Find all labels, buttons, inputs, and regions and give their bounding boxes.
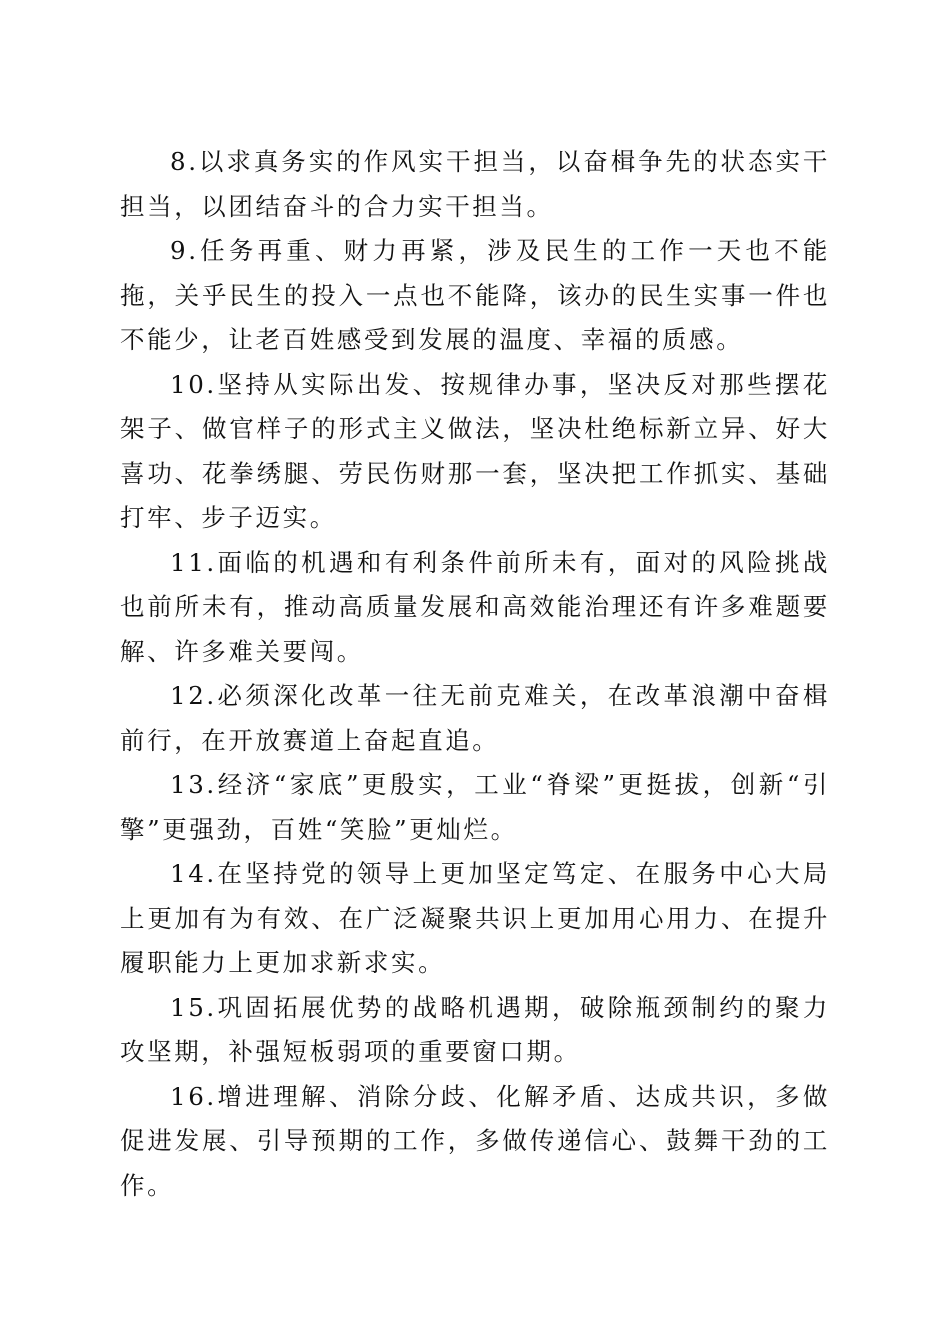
paragraph-16: 16.增进理解、消除分歧、化解矛盾、达成共识，多做促进发展、引导预期的工作，多做传递信心、鼓舞干劲的工作。 — [120, 1081, 830, 1200]
paragraph-13: 13.经济“家底”更殷实，工业“脊梁”更挺拔，创新“引擎”更强劲，百姓“笑脸”更灿烂。 — [120, 770, 830, 844]
paragraph-8: 8.以求真务实的作风实干担当，以奋楫争先的状态实干担当，以团结奋斗的合力实干担当。 — [120, 147, 830, 221]
paragraph-14: 14.在坚持党的领导上更加坚定笃定、在服务中心大局上更加有为有效、在广泛凝聚共识上更加用心用力、在提升履职能力上更加求新求实。 — [120, 859, 830, 977]
paragraph-15: 15.巩固拓展优势的战略机遇期，破除瓶颈制约的聚力攻坚期，补强短板弱项的重要窗口期。 — [120, 992, 830, 1066]
paragraph-10: 10.坚持从实际出发、按规律办事，坚决反对那些摆花架子、做官样子的形式主义做法，坚决杜绝标新立异、好大喜功、花拳绣腿、劳民伤财那一套，坚决把工作抓实、基础打牢、步子迈实。 — [120, 369, 830, 532]
document-body — [120, 140, 830, 1208]
paragraph-9: 9.任务再重、财力再紧，涉及民生的工作一天也不能拖，关乎民生的投入一点也不能降，该办的民生实事一件也不能少，让老百姓感受到发展的温度、幸福的质感。 — [120, 236, 830, 354]
paragraph-12: 12.必须深化改革一往无前克难关，在改革浪潮中奋楫前行，在开放赛道上奋起直追。 — [120, 681, 830, 755]
paragraph-11: 11.面临的机遇和有利条件前所未有，面对的风险挑战也前所未有，推动高质量发展和高效能治理还有许多难题要解、许多难关要闯。 — [120, 547, 830, 666]
